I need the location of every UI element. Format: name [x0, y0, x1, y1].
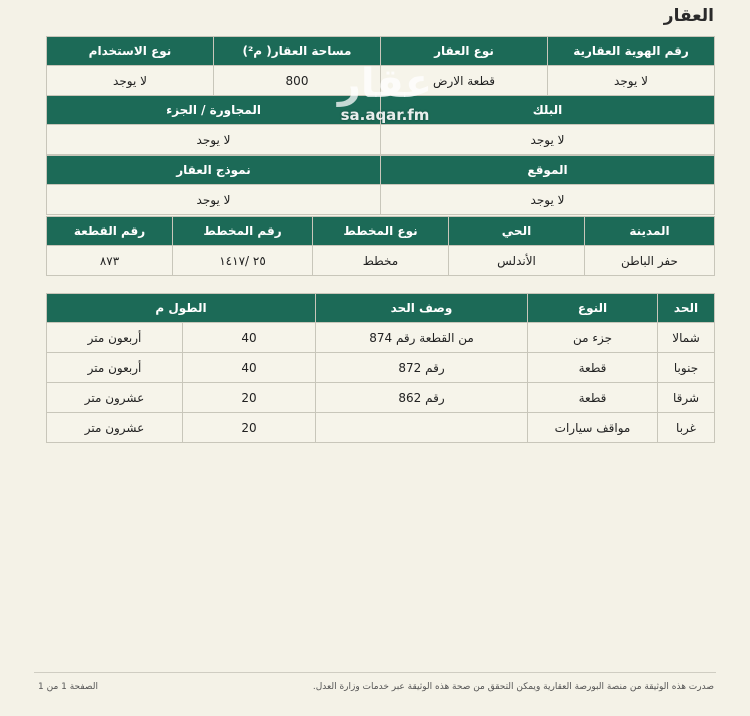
value-plan-number: ٢٥ /١٤١٧ — [173, 246, 313, 276]
header-district: الحي — [449, 217, 585, 246]
boundary-side: شمالا — [658, 323, 715, 353]
property-info-row1 — [46, 36, 715, 96]
boundaries-table — [46, 293, 715, 443]
boundary-desc: من القطعة رقم 874 — [316, 323, 528, 353]
value-property-model: لا يوجد — [47, 185, 381, 215]
boundary-length-words: عشرون متر — [47, 383, 183, 413]
header-usage-type: نوع الاستخدام — [47, 37, 214, 66]
table-row — [47, 413, 715, 443]
footer-note: صدرت هذه الوثيقة من منصة البورصة العقارية ويمكن التحقق من صحة هذه الوثيقة عبر خدمات وزارة العدل. — [312, 682, 714, 692]
header-property-id: رقم الهوية العقارية — [548, 37, 715, 66]
boundary-length-words: عشرون متر — [47, 413, 183, 443]
boundary-desc — [316, 413, 528, 443]
property-info-row2 — [46, 95, 715, 155]
boundary-length: 40 — [183, 323, 316, 353]
value-plot-number: ٨٧٣ — [47, 246, 173, 276]
value-usage-type: لا يوجد — [47, 66, 214, 96]
value-property-area: 800 — [214, 66, 381, 96]
value-plan-type: مخطط — [313, 246, 449, 276]
boundary-desc: رقم 862 — [316, 383, 528, 413]
header-block: البلك — [381, 96, 715, 125]
page-number: الصفحة 1 من 1 — [38, 682, 98, 692]
boundary-type: جزء من — [528, 323, 658, 353]
boundary-length: 20 — [183, 383, 316, 413]
value-property-type: قطعة الارض — [381, 66, 548, 96]
value-property-id: لا يوجد — [548, 66, 715, 96]
header-boundary-desc: وصف الحد — [316, 294, 528, 323]
boundary-desc: رقم 872 — [316, 353, 528, 383]
footer-divider — [34, 672, 716, 673]
header-property-model: نموذج العقار — [47, 156, 381, 185]
boundary-length-words: أربعون متر — [47, 353, 183, 383]
header-length: الطول م — [47, 294, 316, 323]
property-info-row4 — [46, 216, 715, 276]
value-location: لا يوجد — [381, 185, 715, 215]
boundary-type: قطعة — [528, 353, 658, 383]
aqar-logo: عقار — [337, 61, 433, 107]
header-plot-number: رقم القطعة — [47, 217, 173, 246]
aqar-url: sa.aqar.fm — [340, 106, 430, 124]
table-row — [47, 323, 715, 353]
header-boundary-type: النوع — [528, 294, 658, 323]
header-city: المدينة — [585, 217, 715, 246]
property-info-row3 — [46, 155, 715, 215]
boundary-length: 40 — [183, 353, 316, 383]
header-boundary: الحد — [658, 294, 715, 323]
boundary-length-words: أربعون متر — [47, 323, 183, 353]
table-row — [47, 383, 715, 413]
value-neighborhood-part: لا يوجد — [47, 125, 381, 155]
boundary-side: جنوبا — [658, 353, 715, 383]
header-neighborhood-part: المجاورة / الجزء — [47, 96, 381, 125]
value-district: الأندلس — [449, 246, 585, 276]
table-row — [47, 353, 715, 383]
header-plan-type: نوع المخطط — [313, 217, 449, 246]
boundary-side: شرقا — [658, 383, 715, 413]
value-city: حفر الباطن — [585, 246, 715, 276]
value-block: لا يوجد — [381, 125, 715, 155]
boundary-side: غربا — [658, 413, 715, 443]
boundary-type: مواقف سيارات — [528, 413, 658, 443]
header-property-area: مساحة العقار( م²) — [214, 37, 381, 66]
page-title: العقار — [663, 6, 714, 26]
boundary-length: 20 — [183, 413, 316, 443]
header-property-type: نوع العقار — [381, 37, 548, 66]
header-plan-number: رقم المخطط — [173, 217, 313, 246]
header-location: الموقع — [381, 156, 715, 185]
boundary-type: قطعة — [528, 383, 658, 413]
